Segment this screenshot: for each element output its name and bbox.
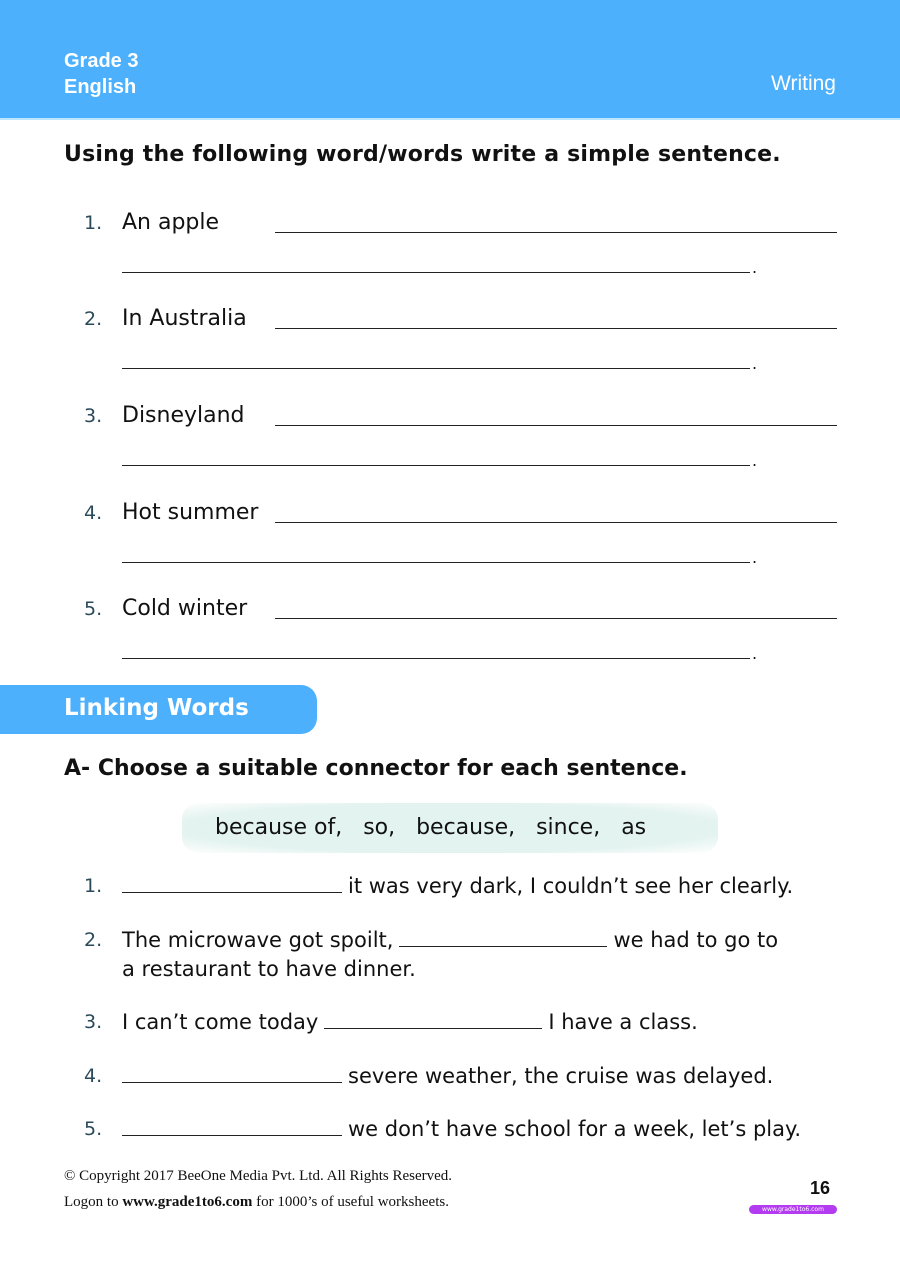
- grade-subject: [64, 48, 138, 100]
- prompt-word: Cold winter: [122, 596, 248, 621]
- site-link[interactable]: www.grade1to6.com: [122, 1194, 253, 1210]
- logon-text: Logon to www.grade1to6.com for 1000’s of useful worksheets.: [64, 1194, 449, 1210]
- answer-line[interactable]: [275, 328, 837, 329]
- word-bank: [182, 803, 718, 853]
- answer-line[interactable]: [122, 465, 750, 466]
- prompt-word: An apple: [122, 210, 220, 235]
- subject-label: English: [64, 76, 137, 98]
- line-period: .: [752, 548, 758, 567]
- site-badge[interactable]: www.grade1to6.com: [749, 1205, 837, 1214]
- answer-line[interactable]: [275, 522, 837, 523]
- prompt-word: Hot summer: [122, 500, 259, 525]
- item-number: 1.: [84, 212, 103, 234]
- answer-blank[interactable]: [122, 1081, 342, 1083]
- item-number: 5.: [84, 1118, 103, 1140]
- item-number: 4.: [84, 502, 103, 524]
- topic-label: Writing: [771, 72, 836, 95]
- line-period: .: [752, 354, 758, 373]
- section2-instruction: A- Choose a suitable connector for each sentence.: [64, 756, 688, 781]
- section-tab-linking-words: [0, 685, 317, 734]
- item-number: 2.: [84, 308, 103, 330]
- answer-line[interactable]: [122, 272, 750, 273]
- answer-blank[interactable]: [122, 1134, 342, 1136]
- sentence-text: it was very dark, I couldn’t see her clearly.: [348, 874, 794, 898]
- item-number: 5.: [84, 598, 103, 620]
- page-header: [0, 0, 900, 120]
- answer-line[interactable]: [122, 562, 750, 563]
- line-period: .: [752, 258, 758, 277]
- answer-line[interactable]: [275, 232, 837, 233]
- line-period: .: [752, 644, 758, 663]
- section-tab-label: Linking Words: [64, 695, 249, 721]
- page-number: 16: [810, 1178, 831, 1198]
- sentence-text: I can’t come today: [122, 1010, 319, 1034]
- sentence-text: severe weather, the cruise was delayed.: [348, 1064, 774, 1088]
- word-bank-text: because of, so, because, since, as: [215, 815, 647, 840]
- item-number: 4.: [84, 1065, 103, 1087]
- sentence-text: we don’t have school for a week, let’s play.: [348, 1117, 802, 1141]
- item-number: 3.: [84, 405, 103, 427]
- sentence-text: I have a class.: [548, 1010, 698, 1034]
- sentence-text-continued: a restaurant to have dinner.: [122, 957, 416, 981]
- prompt-word: In Australia: [122, 306, 247, 331]
- section1-instruction: Using the following word/words write a simple sentence.: [64, 142, 781, 167]
- item-number: 2.: [84, 929, 103, 951]
- copyright-text: © Copyright 2017 BeeOne Media Pvt. Ltd. All Rights Reserved.: [64, 1168, 453, 1184]
- line-period: .: [752, 451, 758, 470]
- answer-blank[interactable]: [399, 945, 607, 947]
- item-number: 3.: [84, 1011, 103, 1033]
- answer-line[interactable]: [122, 368, 750, 369]
- sentence-text: The microwave got spoilt,: [122, 928, 394, 952]
- item-number: 1.: [84, 875, 103, 897]
- answer-blank[interactable]: [324, 1027, 542, 1029]
- sentence-text: we had to go to: [613, 928, 779, 952]
- answer-blank[interactable]: [122, 891, 342, 893]
- prompt-word: Disneyland: [122, 403, 245, 428]
- answer-line[interactable]: [275, 618, 837, 619]
- answer-line[interactable]: [122, 658, 750, 659]
- answer-line[interactable]: [275, 425, 837, 426]
- grade-label: Grade 3: [64, 50, 139, 72]
